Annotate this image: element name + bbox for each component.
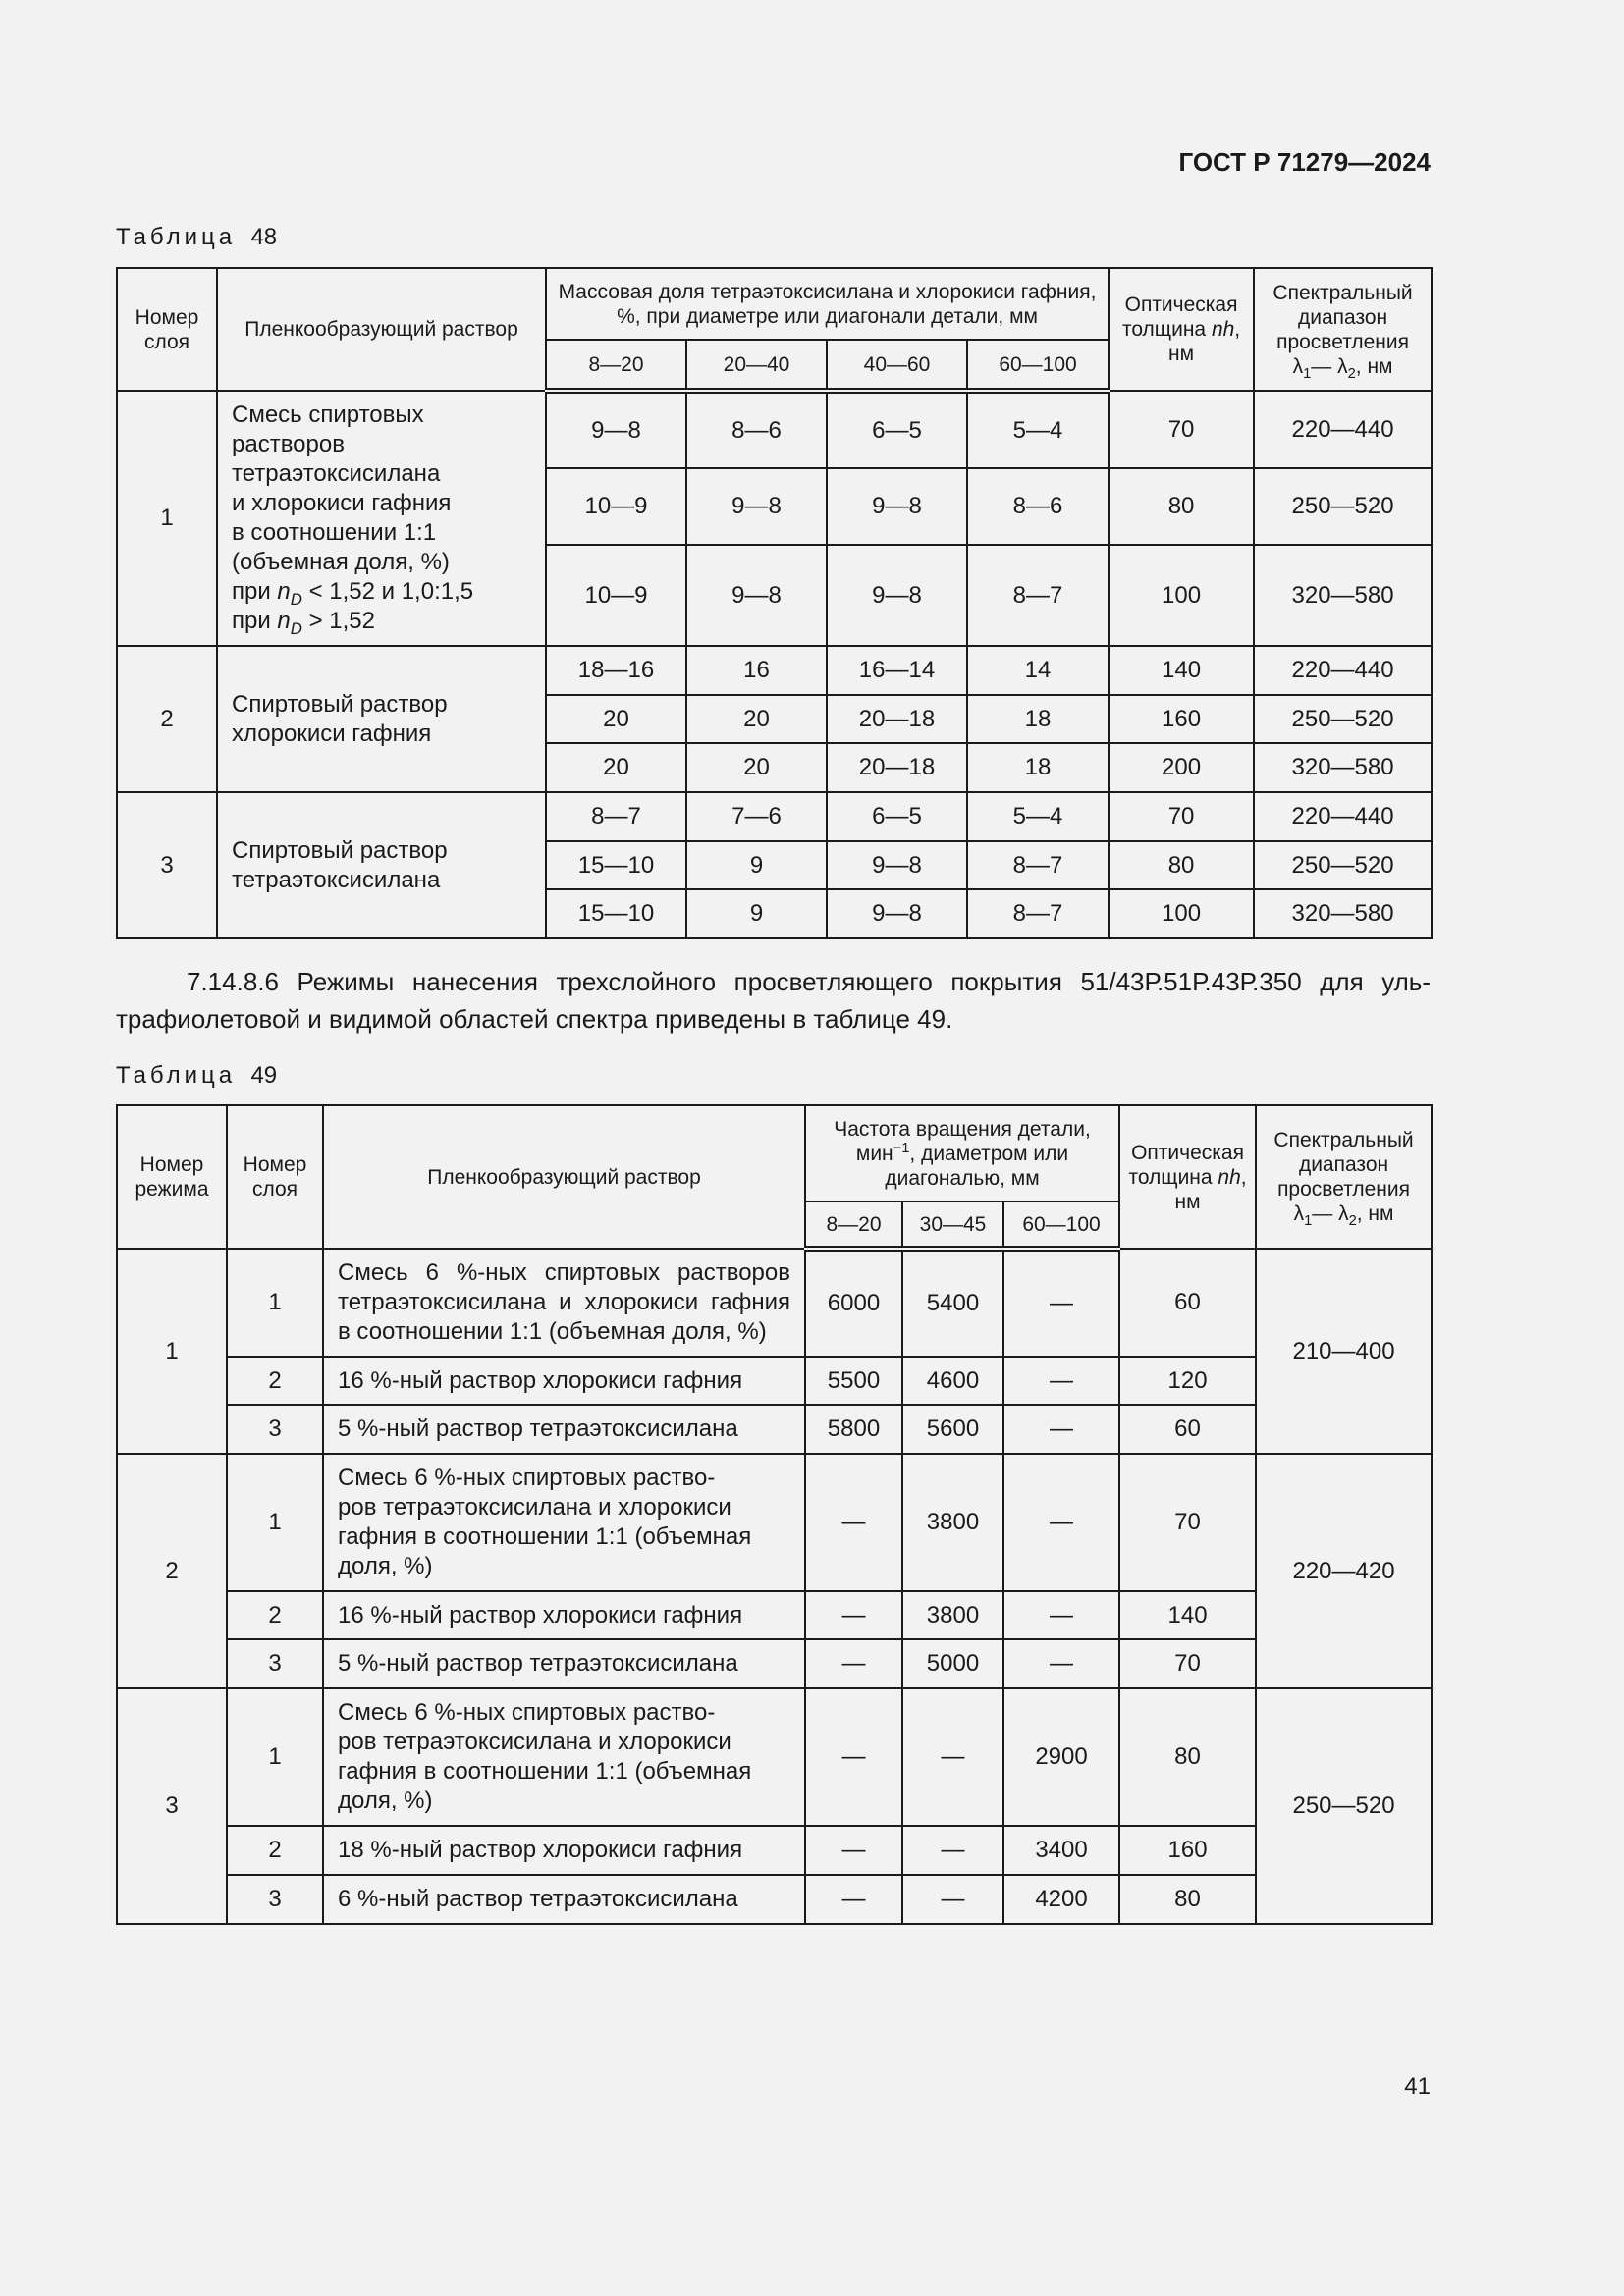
paragraph-7-14-8-6: 7.14.8.6 Режимы нанесения трехслойного просветляющего покрытия 51/43Р.51Р.43Р.350 для уль- трафиолетовой и видимой областей спектра приведены в таблице 49.: [116, 967, 1431, 1034]
table-cell: 8—7: [967, 889, 1109, 938]
layer-number: 1: [117, 391, 217, 646]
header-solution: Пленкообразующий раствор: [323, 1105, 805, 1249]
table-cell: 220—440: [1254, 646, 1432, 695]
table-cell: 70: [1119, 1454, 1256, 1591]
table-cell: 9—8: [827, 841, 967, 889]
solution-cell: Смесь 6 %-ных спиртовых раство- ров тетраэтоксисилана и хлорокиси гафния в соотношении 1:1 (объемная доля, %): [323, 1454, 805, 1591]
table-cell: 9—8: [827, 468, 967, 545]
table-cell: —: [805, 1875, 902, 1924]
table-cell: 5000: [902, 1639, 1003, 1688]
table-row: [117, 1454, 1432, 1591]
table-cell: 18—16: [546, 646, 686, 695]
mode-number: 1: [117, 1249, 227, 1454]
table-cell: 7—6: [686, 792, 827, 841]
layer-number: 2: [227, 1826, 323, 1875]
header-diameter-1: 8—20: [546, 340, 686, 391]
table-cell: 9—8: [546, 391, 686, 468]
layer-number: 2: [117, 646, 217, 792]
solution-cell: 5 %-ный раствор тетраэтоксисилана: [323, 1405, 805, 1454]
spectral-range-cell: 210—400: [1256, 1249, 1432, 1454]
solution-cell: Спиртовый раствор хлорокиси гафния: [217, 646, 546, 792]
solution-cell: 18 %-ный раствор хлорокиси гафния: [323, 1826, 805, 1875]
table-cell: 5—4: [967, 391, 1109, 468]
table-cell: 15—10: [546, 841, 686, 889]
table-49-caption: Таблица 49: [116, 1062, 278, 1089]
table-cell: 80: [1119, 1875, 1256, 1924]
table-row: [117, 1249, 1432, 1357]
table-cell: 20—18: [827, 743, 967, 792]
mode-number: 2: [117, 1454, 227, 1688]
table-cell: 6000: [805, 1249, 902, 1357]
layer-number: 1: [227, 1249, 323, 1357]
table-cell: —: [805, 1688, 902, 1826]
table-48-caption: Таблица 48: [116, 224, 278, 250]
table-cell: 4200: [1003, 1875, 1119, 1924]
table-cell: 250—520: [1254, 695, 1432, 743]
table-cell: 4600: [902, 1357, 1003, 1405]
table-cell: 9—8: [827, 545, 967, 646]
table-cell: 9—8: [686, 468, 827, 545]
table-cell: 9: [686, 841, 827, 889]
table-cell: 8—6: [967, 468, 1109, 545]
header-mass-fraction: Массовая доля тетраэтоксисилана и хлорокиси гафния, %, при диаметре или диагонали детали, мм: [546, 268, 1109, 340]
table-row: [117, 1405, 1432, 1454]
table-cell: 6—5: [827, 792, 967, 841]
table-row: [117, 1639, 1432, 1688]
solution-cell: 6 %-ный раствор тетраэтоксисилана: [323, 1875, 805, 1924]
spectral-range-cell: 250—520: [1256, 1688, 1432, 1924]
header-diameter-3: 60—100: [1003, 1201, 1119, 1249]
table-cell: 80: [1119, 1688, 1256, 1826]
table-cell: 18: [967, 695, 1109, 743]
layer-number: 2: [227, 1591, 323, 1639]
header-diameter-3: 40—60: [827, 340, 967, 391]
table-cell: —: [805, 1639, 902, 1688]
table-cell: 70: [1109, 792, 1254, 841]
table-cell: 120: [1119, 1357, 1256, 1405]
table-cell: 6—5: [827, 391, 967, 468]
table-cell: 100: [1109, 545, 1254, 646]
table-cell: 16: [686, 646, 827, 695]
page-number: 41: [1404, 2073, 1431, 2100]
table-cell: —: [805, 1454, 902, 1591]
table-cell: 9: [686, 889, 827, 938]
table-cell: 10—9: [546, 468, 686, 545]
table-cell: 220—440: [1254, 391, 1432, 468]
layer-number: 3: [117, 792, 217, 938]
header-diameter-2: 30—45: [902, 1201, 1003, 1249]
layer-number: 3: [227, 1639, 323, 1688]
table-cell: 2900: [1003, 1688, 1119, 1826]
table-cell: 140: [1109, 646, 1254, 695]
table-row: [117, 391, 1432, 468]
table-row: [117, 792, 1432, 841]
header-spectral-range: Спектральный диапазон просветления $\lambda_1—$ $\lambda_2$, нм: [1254, 268, 1432, 391]
table-cell: 20: [686, 743, 827, 792]
table-cell: 18: [967, 743, 1109, 792]
table-cell: 5800: [805, 1405, 902, 1454]
header-mode-number: Номер режима: [117, 1105, 227, 1249]
spectral-range-cell: 220—420: [1256, 1454, 1432, 1688]
table-cell: —: [902, 1826, 1003, 1875]
table-cell: —: [1003, 1405, 1119, 1454]
header-layer-number: Номер слоя: [117, 268, 217, 391]
table-cell: —: [1003, 1249, 1119, 1357]
table-cell: 320—580: [1254, 889, 1432, 938]
header-optical-thickness: Оптическая толщина nh, нм: [1119, 1105, 1256, 1249]
table-cell: —: [902, 1875, 1003, 1924]
table-cell: —: [805, 1591, 902, 1639]
layer-number: 3: [227, 1405, 323, 1454]
mode-number: 3: [117, 1688, 227, 1924]
table-cell: 20—18: [827, 695, 967, 743]
solution-cell: Смесь 6 %-ных спиртовых растворов тетраэтоксисилана и хлорокиси гафния в соотношении 1:1 (объемная доля, %): [323, 1249, 805, 1357]
table-cell: 3400: [1003, 1826, 1119, 1875]
table-cell: 5500: [805, 1357, 902, 1405]
table-cell: —: [1003, 1639, 1119, 1688]
table-cell: 80: [1109, 468, 1254, 545]
table-cell: 60: [1119, 1405, 1256, 1454]
table-cell: 80: [1109, 841, 1254, 889]
solution-cell: 16 %-ный раствор хлорокиси гафния: [323, 1357, 805, 1405]
table-cell: 60: [1119, 1249, 1256, 1357]
header-optical-thickness: Оптическая толщина nh, нм: [1109, 268, 1254, 391]
header-spectral-range: Спектральный диапазон просветления $\lambda_1—$ $\lambda_2$, нм: [1256, 1105, 1432, 1249]
document-code: ГОСТ Р 71279—2024: [1178, 147, 1431, 177]
table-cell: 14: [967, 646, 1109, 695]
layer-number: 3: [227, 1875, 323, 1924]
table-cell: 100: [1109, 889, 1254, 938]
table-cell: 3800: [902, 1591, 1003, 1639]
table-cell: 200: [1109, 743, 1254, 792]
table-cell: 160: [1109, 695, 1254, 743]
solution-cell: Спиртовый раствор тетраэтоксисилана: [217, 792, 546, 938]
layer-number: 1: [227, 1688, 323, 1826]
table-cell: 20: [546, 743, 686, 792]
table-cell: —: [1003, 1454, 1119, 1591]
table-cell: 5—4: [967, 792, 1109, 841]
table-row: [117, 646, 1432, 695]
table-cell: 8—7: [546, 792, 686, 841]
header-diameter-2: 20—40: [686, 340, 827, 391]
table-row: [117, 1826, 1432, 1875]
table-cell: 20: [686, 695, 827, 743]
table-cell: 5400: [902, 1249, 1003, 1357]
table-cell: 8—6: [686, 391, 827, 468]
table-cell: 320—580: [1254, 545, 1432, 646]
table-cell: 70: [1119, 1639, 1256, 1688]
table-cell: 160: [1119, 1826, 1256, 1875]
table-cell: 8—7: [967, 841, 1109, 889]
header-diameter-1: 8—20: [805, 1201, 902, 1249]
header-diameter-4: 60—100: [967, 340, 1109, 391]
table-row: [117, 1357, 1432, 1405]
table-48: [116, 267, 1433, 939]
table-cell: 3800: [902, 1454, 1003, 1591]
solution-cell: 5 %-ный раствор тетраэтоксисилана: [323, 1639, 805, 1688]
table-cell: 8—7: [967, 545, 1109, 646]
table-cell: —: [1003, 1591, 1119, 1639]
table-cell: 9—8: [686, 545, 827, 646]
table-cell: 10—9: [546, 545, 686, 646]
table-row: [117, 1875, 1432, 1924]
table-cell: 9—8: [827, 889, 967, 938]
layer-number: 2: [227, 1357, 323, 1405]
solution-cell: Смесь 6 %-ных спиртовых раство- ров тетраэтоксисилана и хлорокиси гафния в соотношении 1:1 (объемная доля, %): [323, 1688, 805, 1826]
solution-cell: Смесь спиртовых растворов тетраэтоксисилана и хлорокиси гафния в соотношении 1:1 (объемная доля, %) при $n_D < 1,52$ и 1,0:1,5 при $n_D > 1,52$: [217, 391, 546, 646]
header-rotation-frequency: Частота вращения детали, мин$^{-1}$, диаметром или диагональю, мм: [805, 1105, 1119, 1201]
table-cell: 5600: [902, 1405, 1003, 1454]
table-cell: 220—440: [1254, 792, 1432, 841]
table-cell: 70: [1109, 391, 1254, 468]
table-row: [117, 1591, 1432, 1639]
table-row: [117, 1688, 1432, 1826]
table-cell: —: [805, 1826, 902, 1875]
table-49: [116, 1104, 1433, 1925]
table-cell: 140: [1119, 1591, 1256, 1639]
layer-number: 1: [227, 1454, 323, 1591]
table-cell: 16—14: [827, 646, 967, 695]
table-cell: 15—10: [546, 889, 686, 938]
solution-cell: 16 %-ный раствор хлорокиси гафния: [323, 1591, 805, 1639]
table-cell: 320—580: [1254, 743, 1432, 792]
table-cell: 20: [546, 695, 686, 743]
table-cell: —: [902, 1688, 1003, 1826]
table-cell: —: [1003, 1357, 1119, 1405]
header-solution: Пленкообразующий раствор: [217, 268, 546, 391]
table-cell: 250—520: [1254, 468, 1432, 545]
table-cell: 250—520: [1254, 841, 1432, 889]
header-layer-number: Номер слоя: [227, 1105, 323, 1249]
